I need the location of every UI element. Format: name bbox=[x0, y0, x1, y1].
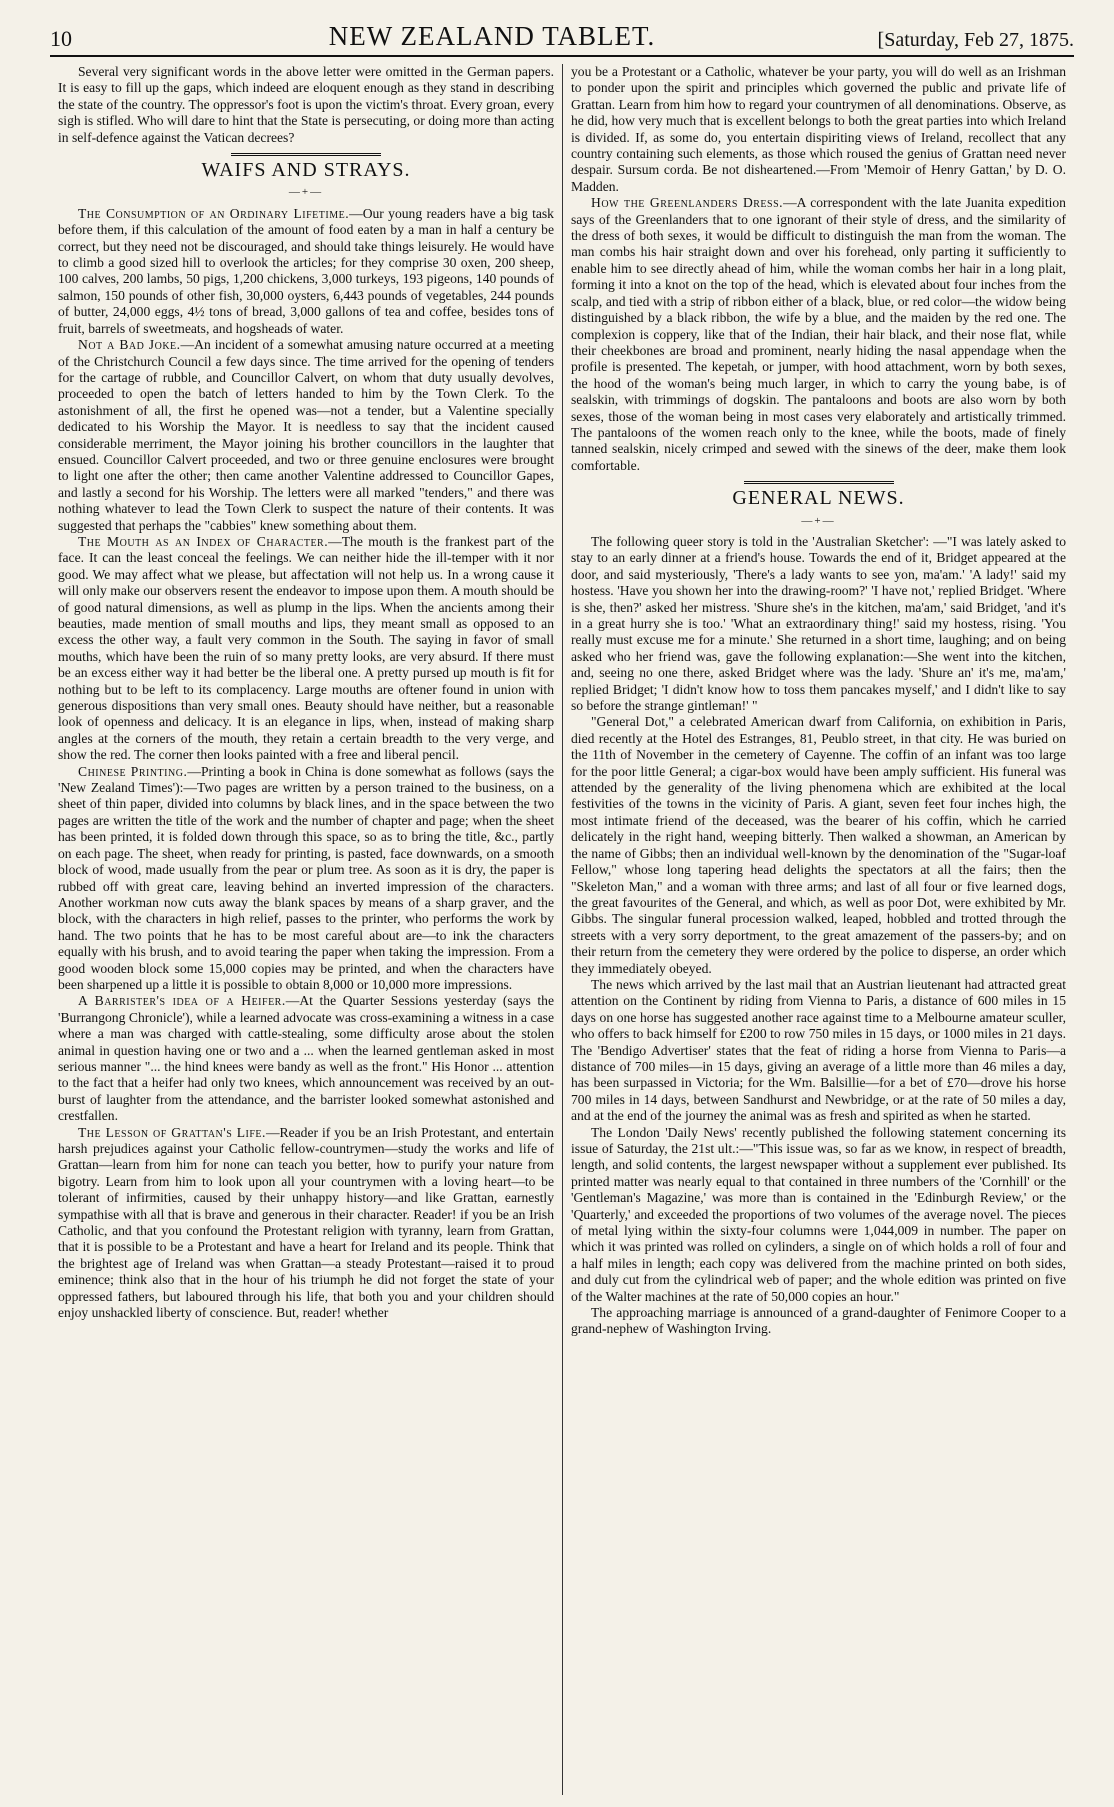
article-body: —Printing a book in China is done somewhat as follows (says the 'New Zealand Times'):—Two pages are written by a person trained to the business, on a sheet of thin paper, divided into columns by black lines, and in the space between the two pages are written the title of the work and the number of chapter and page; when the sheet has been printed, it is folded down through this space, so as to bring the title, &c., partly on each page. The sheet, when ready for printing, is pasted, face downwards, on a smooth block of wood, made usually from the pear or plum tree. As soon as it is dry, the paper is rubbed off with great care, leaving behind an inverted impression of the characters. Another workman now cuts away the blank spaces by means of a sharp graver, and the block, with the characters in high relief, passes to the printer, who performs the work by hand. The two points that he has to be most careful about are—to ink the characters equally with his brush, and to avoid tearing the paper when taking the impression. From a good wooden block some 15,000 copies may be printed, and when the characters have been sharpened up a little it is possible to obtain 8,000 or 10,000 more impressions. bbox=[58, 763, 554, 992]
article-title: Chinese Printing. bbox=[78, 763, 188, 779]
article-body: —The mouth is the frankest part of the face. It can the least conceal the feelings. We can neither hide the ill-temper with it nor good. We may affect what we please, but affectation will not help us. In a wrong cause it will only make our observers resent the endeavor to impose upon them. A mouth should be of good natural dimensions, as well as plump in the lips. When the ancients among their beauties, made mention of small mouths and lips, they meant small as opposed to an excess the other way, a fault very common in the South. The saying in favor of small mouths, which have been the ruin of so many pretty looks, are very absurd. If there must be an excess either way it had better be the liberal one. A pretty pursed up mouth is fit for nothing but to be left to its complacency. Large mouths are oftener found in union with generous dispositions than very small ones. Beauty should have neither, but a reasonable look of openness and delicacy. It is an elegance in lips, when, instead of making sharp angles at the corners of the mouth, they retain a certain breadth to the very verge, and show the red. The corner then looks painted with a free and liberal pencil. bbox=[58, 533, 554, 763]
article-greenlanders bbox=[571, 195, 1066, 474]
page-number: 10 bbox=[50, 26, 72, 51]
section-title-general-news: GENERAL NEWS. bbox=[732, 487, 905, 510]
section-ornament: —+— bbox=[288, 186, 324, 199]
intro-paragraph: Several very significant words in the above letter were omitted in the German papers. It is easy to fill up the gaps, which indeed are eloquent enough as they stand in describing the state of the country. The oppressor's foot is upon the victim's throat. Every groan, every sigh is stifled. Who will dare to hint that the State is persecuting, or doing more than acting in self-defence against the Vatican decrees? bbox=[58, 64, 554, 145]
grattan-continued: you be a Protestant or a Catholic, whatever be your party, you will do well as an Irishman to ponder upon the spirit and principles which governed the public and private life of Grattan. Learn from him how to regard your countrymen of all denominations. Observe, as he did, how very much that is excellent belongs to both the great parties into which Ireland is divided. If, as some do, you entertain dispiriting views of Ireland, recollect that any country containing such elements, as those which roused the genius of Grattan need never despair. Sursum corda. Be not disheartened.—From 'Memoir of Henry Gattan,' by D. O. Madden. bbox=[571, 64, 1066, 194]
article-consumption bbox=[58, 206, 554, 337]
paper-title: NEW ZEALAND TABLET. bbox=[328, 21, 656, 51]
section-title-waifs: WAIFS AND STRAYS. bbox=[201, 159, 411, 182]
article-heifer bbox=[58, 993, 554, 1124]
news-paragraph: The following queer story is told in the 'Australian Sketcher': —"I was lately asked to stay to an early dinner at a friend's house. Towards the end of it, Bridget appeared at the door, and said mysteriously, 'There's a lady wants to see yon, ma'am.' 'A lady!' said my hostess. 'Have you shown her into the drawing-room?' 'I have not,' replied Bridget. 'Where is she, then?' asked her mistress. 'Shure she's in the kitchen, ma'am,' said Bridget, 'and it's in a great hurry she is too.' 'What an extraordinary thing!' said my hostess, rising. 'You really must excuse me for a minute.' She returned in a short time, laughing; and on being asked who her friend was, gave the following explanation:—She went into the kitchen, and, seeing no one there, asked Bridget where was the lady. 'Shure an' it's me, ma'am,' replied Bridget; 'I didn't know how to toss them pancakes myself,' and I didn't like to say so before the strange gintleman!' " bbox=[571, 533, 1066, 714]
article-mouth bbox=[58, 534, 554, 764]
news-paragraph: The news which arrived by the last mail that an Austrian lieutenant had attracted great attention on the Continent by riding from Vienna to Paris, a distance of 600 miles in 15 days on one horse has suggested another race against time to a Melbourne amateur sculler, who offers to back himself for £200 to row 750 miles in 15 days, or 1000 miles in 21 days. The 'Bendigo Advertiser' states that the feat of riding a horse from Vienna to Paris—a distance of 700 miles—in 15 days, giving an average of a little more than 46 miles a day, has been surpassed in Victoria; for the Wm. Balsillie—for a bet of £70—drove his horse 700 miles in 14 days, between Sandhurst and Newbridge, or at the rate of 50 miles a day, and at the end of the journey the animal was as fresh and spirited as when he started. bbox=[571, 976, 1066, 1124]
article-grattan bbox=[58, 1125, 554, 1322]
article-title: A Barrister's idea of a Heifer. bbox=[78, 993, 286, 1009]
article-title: The Mouth as an Index of Character. bbox=[78, 533, 329, 549]
left-column bbox=[50, 64, 562, 1795]
news-paragraph: "General Dot," a celebrated American dwarf from California, on exhibition in Paris, died recently at the Hotel des Estranges, 81, Peublo street, in that city. He was buried on the 11th of November in the cemetery of Cayenne. The coffin of an infant was too large for the poor little General; a cigar-box would have been amply sufficient. His funeral was attended by the generality of the living phenomena which are exhibited at the local festivities of the towns in the vicinity of Paris. A giant, seven feet four inches high, the most intimate friend of the deceased, was the bearer of his coffin, which he carried delicately in the right hand, weeping bitterly. Then walked a showman, an American by the name of Gibbs; then an individual well-known by the denomination of the "Sugar-loaf Fellow," whose long tapering head delights the spectators at all the fairs; then the "Skeleton Man," and a woman with three arms; and last of all four or five learned dogs, the great favourites of the General, and which, as well as poor Dot, were exhibited by Mr. Gibbs. The singular funeral procession walked, leaped, hobbled and trotted through the streets with a very sorry deportment, to the great amazement of the passers-by; and on their return from the cemetery they were ordered by the police to disperse, an order which they immediately obeyed. bbox=[571, 714, 1066, 976]
article-title: The Lesson of Grattan's Life. bbox=[78, 1124, 266, 1140]
article-body: —At the Quarter Sessions yesterday (says the 'Burrangong Chronicle'), while a learned advocate was cross-examining a witness in a case where a man was charged with cattle-stealing, some difficulty arose about the stolen animal in question having one or two and a ... when the learned gentleman asked in most serious manner "... the hind knees were bandy as well as the front." His Honor ... attention to the fact that a heifer had only two knees, which announcement was received by an out-burst of laughter from the attendance, and the barrister looked somewhat astonished and crestfallen. bbox=[58, 993, 555, 1124]
masthead bbox=[50, 18, 1074, 57]
article-body: —Reader if you be an Irish Protestant, and entertain harsh prejudices against your Catholic fellow-countrymen—study the works and life of Grattan—learn from him for none can teach you better, how to purify your nature from bigotry. Learn from him to look upon all your countrymen with a loving heart—to be tolerant of infirmities, caused by their unhappy history—and like Grattan, earnestly sympathise with all that is brave and generous in their character. Reader! if you be an Irish Catholic, and that you confound the Protestant religion with tyranny, learn from Grattan, that it is possible to be a Protestant and have a heart for Ireland and its people. Think that the brightest age of Ireland was when Grattan—a steady Protestant—raised it to proud eminence; think also that in the hour of his triumph he did not forget the state of your oppressed fathers, but laboured through his life, that both you and your children should enjoy unshackled liberty of conscience. But, reader! whether bbox=[58, 1124, 554, 1321]
right-column bbox=[562, 64, 1074, 1795]
columns bbox=[50, 64, 1074, 1795]
article-title: The Consumption of an Ordinary Lifetime. bbox=[78, 205, 350, 221]
article-chinese-printing bbox=[58, 764, 554, 994]
article-body: —Our young readers have a big task before them, if this calculation of the amount of food eaten by a man in half a century be correct, but they need not be discouraged, and should take things leisurely. He would have to climb a good sized hill to overlook the articles; for they comprise 30 oxen, 200 sheep, 100 calves, 200 lambs, 50 pigs, 1,200 chickens, 3,000 turkeys, 193 pigeons, 140 pounds of salmon, 150 pounds of other fish, 30,000 oysters, 6,443 pounds of vegetables, 244 pounds of butter, 24,000 eggs, 4½ tons of bread, 3,000 gallons of tea and coffee, besides tons of fruit, barrels of sweetmeats, and hogsheads of water. bbox=[58, 205, 554, 336]
article-title: Not a Bad Joke. bbox=[78, 337, 181, 353]
section-rule bbox=[231, 153, 381, 156]
news-paragraph: The London 'Daily News' recently published the following statement concerning its issue of Saturday, the 21st ult.:—"This issue was, so far as we know, in respect of breadth, length, and solid contents, the largest newspaper without a supplement ever published. Its printed matter was nearly equal to that contained in three numbers of the 'Cornhill' or the 'Gentleman's Magazine,' was more than is contained in the 'Edinburgh Review,' or the 'Quarterly,' and exceeded the proportions of two volumes of the average novel. The pieces of metal lying within the sixty-four columns were 1,044,009 in number. The paper on which it was printed was rolled on cylinders, a single on of which holds a roll of four and a half miles in length; each copy was delivered from the machine printed on both sides, and duly cut from the cylindrical web of paper; and the whole edition was printed on five of the Walter machines at the rate of 50,000 copies an hour." bbox=[571, 1124, 1066, 1304]
section-ornament: —+— bbox=[801, 514, 836, 527]
article-title: How the Greenlanders Dress. bbox=[591, 195, 784, 211]
section-rule bbox=[744, 481, 894, 484]
article-body: —A correspondent with the late Juanita expedition says of the Greenlanders that to one ignorant of their style of dress, and the similarity of the dress of both sexes, it would be difficult to distinguish the man from the woman. The man combs his hair straight down and over his forehead, only parting it sufficiently to enable him to see directly ahead of him, while the woman combs her hair in a long plait, forming it into a knot on the top of the head, which is elevated about four inches from the scalp, and tied with a strip of ribbon either of a black, blue, or red color—the widow being distinguished by a black ribbon, the wife by a blue, and the maiden by the red one. The complexion is coppery, like that of the Indian, their hair black, and their nose flat, while their cheekbones are broad and prominent, nearly hiding the nasal appendage when the profile is presented. The kepetah, or jumper, with hood attachment, worn by both sexes, the hood of the woman's being much larger, in which to carry the young babe, is of sealskin, with trimmings of dogskin. The pantaloons and boots are also worn by both sexes, those of the woman being in most cases very elaborately and artistically trimmed. The pantaloons of the women reach only to the knee, while the boots, made of finely tanned sealskin, nicely crimped and sewed with the sinews of the deer, make them look comfortable. bbox=[571, 195, 1066, 473]
news-paragraph: The approaching marriage is announced of a grand-daughter of Fenimore Cooper to a grand-nephew of Washington Irving. bbox=[571, 1305, 1066, 1337]
article-joke bbox=[58, 337, 554, 534]
article-body: —An incident of a somewhat amusing nature occurred at a meeting of the Christchurch Council a few days since. The time arrived for the opening of tenders for the cartage of rubble, and Councillor Calvert, on whom that duty usually devolves, proceeded to open the batch of letters handed to him by the Town Clerk. To the astonishment of all, the first he opened was—not a tender, but a Valentine specially dedicated to his Worship the Mayor. It is needless to say that the incident caused considerable merriment, the Mayor joining his brother councillors in the laughter that ensued. Councillor Calvert proceeded, and two or three genuine enclosures were brought to light one after the other; then came another Valentine addressed to Councillor Gapes, and lastly a second for his Worship. The letters were all marked "tenders," and there was nothing whatever to lead the Town Clerk to suspect the nature of their contents. It was suggested that perhaps the "cabbies" knew something about them. bbox=[58, 337, 554, 533]
issue-date: [Saturday, Feb 27, 1875. bbox=[877, 29, 1074, 51]
